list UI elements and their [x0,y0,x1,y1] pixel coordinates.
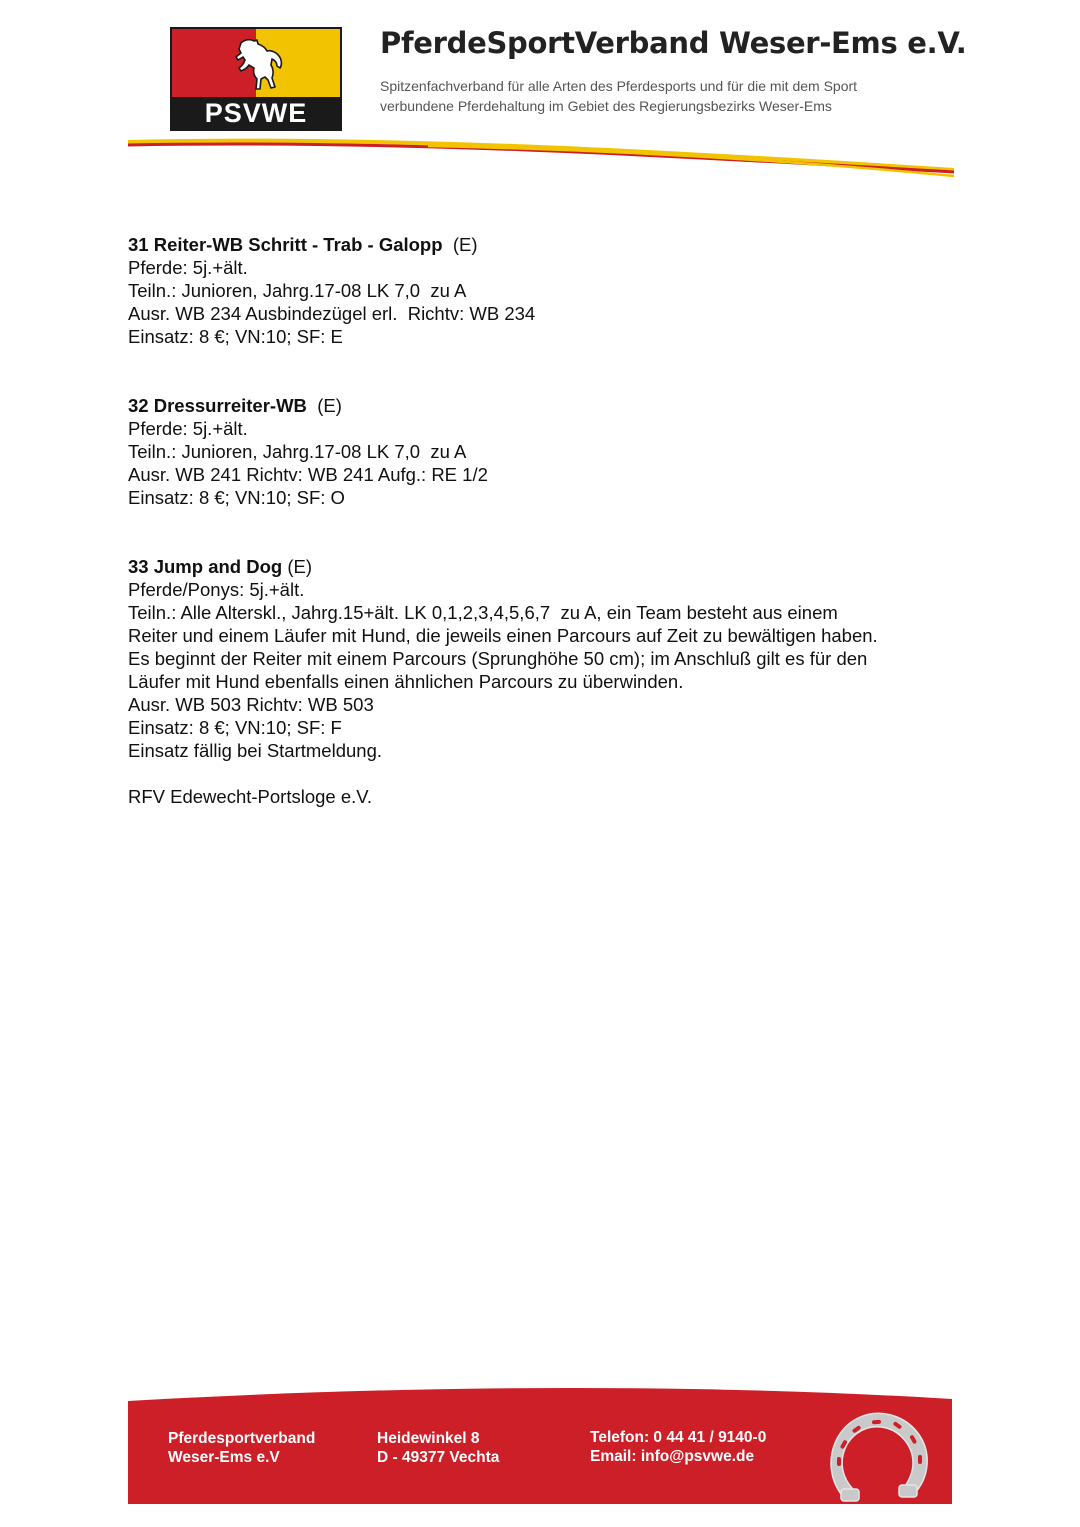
entry-line: Läufer mit Hund ebenfalls einen ähnlichen Parcours zu überwinden. [128,671,684,692]
footer-address [377,1429,499,1467]
header-swoosh-divider [128,136,954,181]
footer-line: Heidewinkel 8 [377,1430,480,1447]
entry-line: Es beginnt der Reiter mit einem Parcours (Sprunghöhe 50 cm); im Anschluß gilt es für den [128,648,868,669]
entry-line: Teiln.: Junioren, Jahrg.17-08 LK 7,0 zu A [128,280,467,301]
footer-line: Pferdesportverband [168,1430,316,1447]
rearing-horse-icon [227,35,287,95]
competition-entry [128,555,958,762]
footer-line: D - 49377 Vechta [377,1449,500,1466]
entry-line: Reiter und einem Läufer mit Hund, die jeweils einen Parcours auf Zeit zu bewältigen haben. [128,625,878,646]
entry-heading [128,394,958,417]
entry-line: Einsatz: 8 €; VN:10; SF: F [128,717,342,738]
footer-band [128,1383,952,1504]
entry-category: (E) [287,556,313,577]
entry-heading [128,555,958,578]
entry-line: Einsatz fällig bei Startmeldung. [128,740,382,761]
entry-line: Teiln.: Alle Alterskl., Jahrg.15+ält. LK 0,1,2,3,4,5,6,7 zu A, ein Team besteht aus einem [128,602,838,623]
entry-line: Pferde: 5j.+ält. [128,418,248,439]
competition-entry [128,233,958,348]
organization-title: PferdeSportVerband Weser-Ems e.V. [380,26,967,60]
entry-line: Ausr. WB 241 Richtv: WB 241 Aufg.: RE 1/2 [128,464,488,485]
club-name: RFV Edewecht-Portsloge e.V. [128,786,373,807]
entry-line: Einsatz: 8 €; VN:10; SF: E [128,326,343,347]
horseshoe-icon [825,1405,933,1503]
entry-title: 31 Reiter-WB Schritt - Trab - Galopp [128,234,443,255]
footer-line: Weser-Ems e.V [168,1449,280,1466]
entry-title: 33 Jump and Dog [128,556,283,577]
footer-contact [590,1428,766,1466]
logo-text: PSVWE [172,97,340,129]
entry-line: Ausr. WB 503 Richtv: WB 503 [128,694,374,715]
entry-title: 32 Dressurreiter-WB [128,395,307,416]
psvwe-logo [170,27,342,131]
subtitle-line: verbundene Pferdehaltung im Gebiet des Regierungsbezirks Weser-Ems [380,98,832,114]
entry-line: Teiln.: Junioren, Jahrg.17-08 LK 7,0 zu A [128,441,467,462]
entry-line: Pferde: 5j.+ält. [128,257,248,278]
document-body [128,233,958,808]
subtitle-line: Spitzenfachverband für alle Arten des Pferdesports und für die mit dem Sport [380,78,858,94]
footer-phone: Telefon: 0 44 41 / 9140-0 [590,1429,767,1446]
footer-email: Email: info@psvwe.de [590,1448,755,1465]
entry-category: (E) [317,395,342,416]
entry-heading [128,233,958,256]
organization-subtitle [380,76,940,116]
footer-organization [168,1429,315,1467]
entry-line: Einsatz: 8 €; VN:10; SF: O [128,487,345,508]
competition-entry [128,394,958,509]
entry-category: (E) [452,234,478,255]
entry-line: Pferde/Ponys: 5j.+ält. [128,579,305,600]
entry-line: Ausr. WB 234 Ausbindezügel erl. Richtv: WB 234 [128,303,536,324]
